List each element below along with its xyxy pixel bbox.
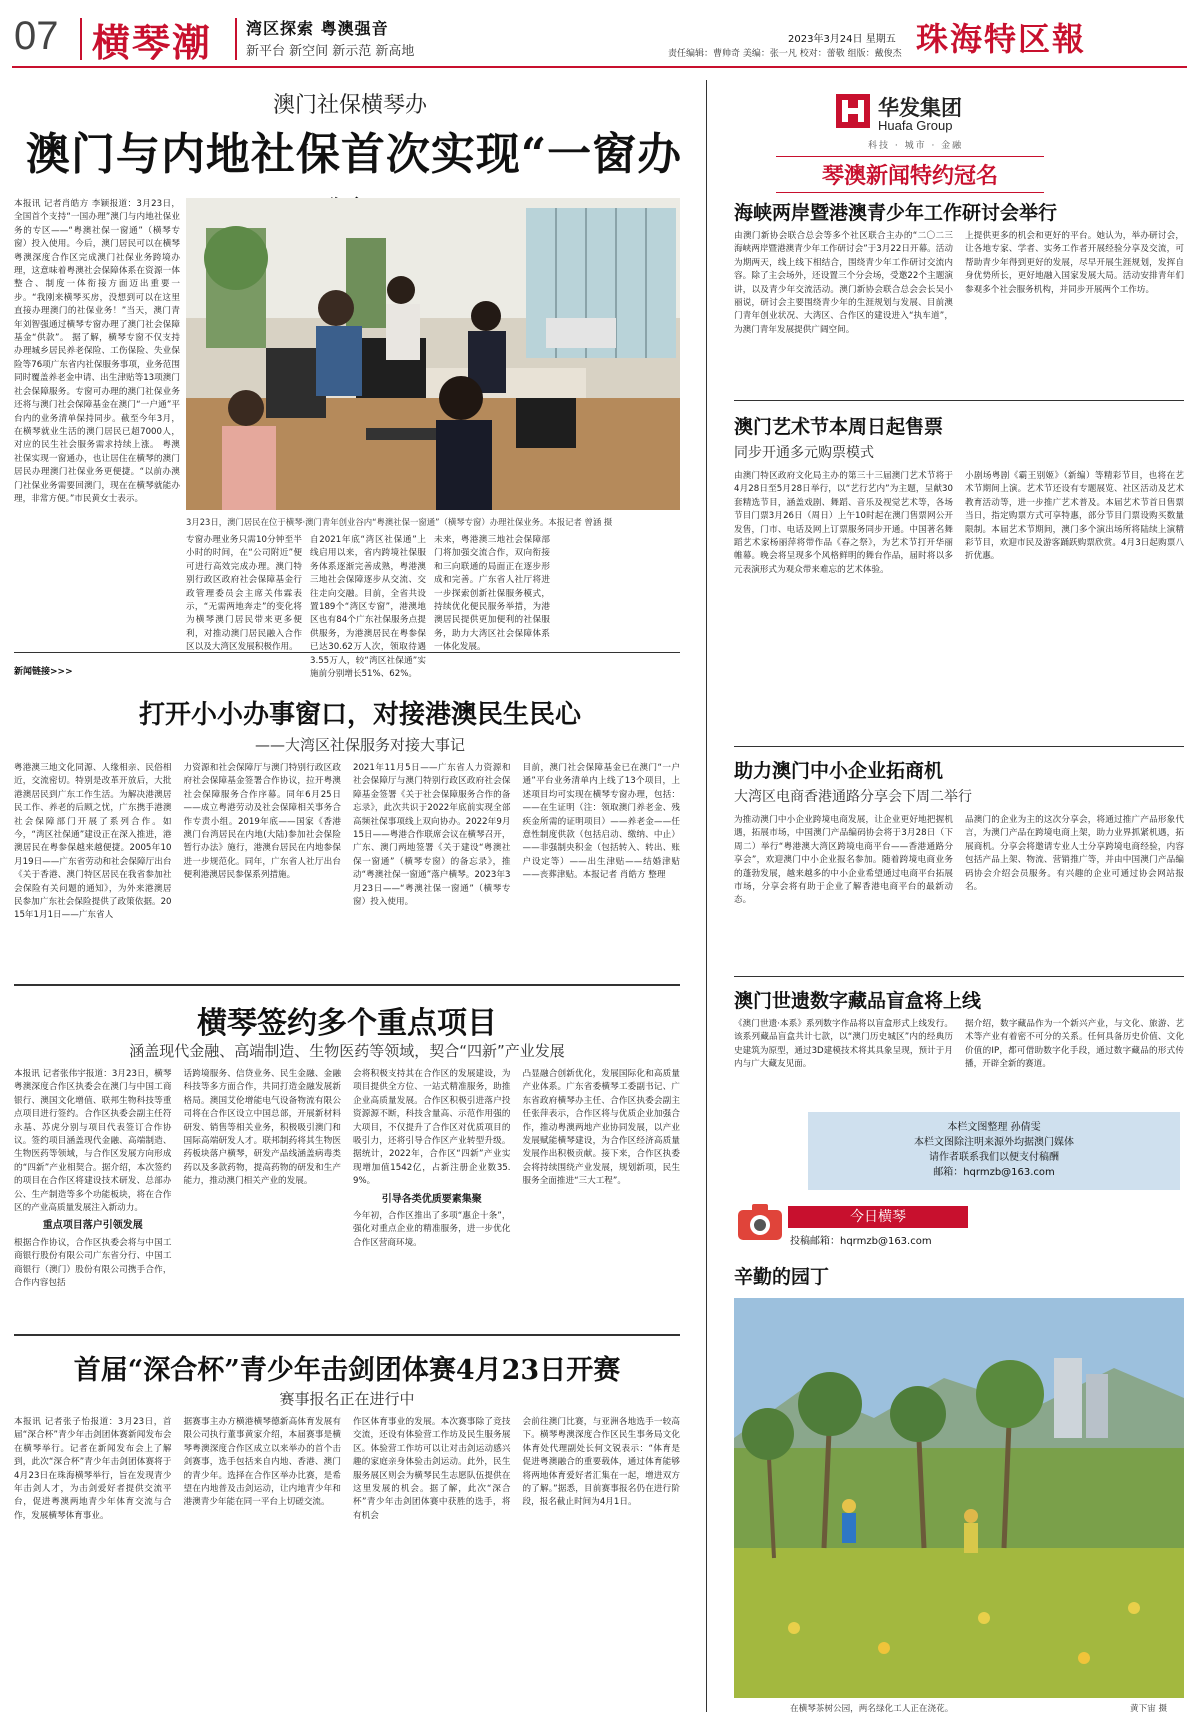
strait-column-1: 由澳门新协会联合总会等多个社区联合主办的“二〇二三海峡两岸暨港澳青少年工作研讨会”于3月22日开幕。活动为期两天，线上线下相结合，围绕青少年工作研讨交流内容。除了主会场外，还设置三个分会场，受邀22个主题演讲，以及青少年交流活动。澳门新协会联合总会会长吴小丽说，研讨会主要围绕青少年的生涯规划与发展、目前澳门青年创业状况、大湾区、合作区的建设进入“执车道”，为澳门青年发展提供广阔空间。 <box>734 231 953 335</box>
notice-line-2: 本栏文图除注明来源外均据澳门媒体 <box>914 1137 1074 1148</box>
nft-column-1: 《澳门世遗·本系》系列数字作品将以盲盒形式上线发行。该系列藏品盲盒共计七款，以“澳门历史城区”内的经典历史建筑为原型，通过3D建模技术将其具象呈现，预计于月内与广大藏友见面。 <box>734 1019 953 1070</box>
art-columns <box>734 470 1184 740</box>
strait-columns <box>734 230 1184 390</box>
nft-column-2: 据介绍，数字藏品作为一个新兴产业，与文化、旅游、艺术等产业有着密不可分的关系。任何具备历史价值、文化价值的IP，都可借助数字化手段，通过数字藏品的形式传播，开辟全新的赛道。 <box>965 1019 1184 1070</box>
timeline-column-2: 力资源和社会保障厅与澳门特别行政区政府社会保障基金签署合作协议，拉开粤澳社会保障服务合作序幕。同年6月25日——成立粤港劳动及社会保障相关事务合作专责小组。2019年底——国家《香港澳门台湾居民在内地(大陆)参加社会保险暂行办法》施行，港澳台居民在内地参保进一步规范化。同年，广东省人社厅出台便利港澳居民参保系列措施。 <box>183 763 341 881</box>
fencing-headline: 首届“深合杯”青少年击剑团体赛4月23日开赛 <box>73 1355 621 1386</box>
huafa-logo-icon <box>836 94 870 128</box>
sme-column-2: 品澳门的企业为主的这次分享会，将通过推广产品形象代言，为澳门产品在跨境电商上架，助力业界抓紧机遇，拓展商机。分享会将邀请专业人士分享跨境电商经验，内容包括产品上架、物流、营销推广等，并由中国澳门产品编码协会介绍会员服务。有兴趣的企业可通过协会网站报名。 <box>965 815 1184 893</box>
fencing-column-3: 作区体育事业的发展。本次赛事除了竞技交流，还设有体验营工作坊及民生服务展区。体验营工作坊可以让对击剑运动感兴趣的家庭亲身体验击剑运动。此外，民生服务展区则会为横琴民生志愿队伍提供在这里发展的机会。据了解，此次“深合杯”青少年击剑团体赛中获胜的选手，将有机会 <box>353 1417 511 1521</box>
rule-strait <box>734 400 1184 401</box>
projects-subhead-2: 引导各类优质要素集聚 <box>381 1193 482 1205</box>
column-separator <box>706 80 707 1712</box>
art-headline: 澳门艺术节本周日起售票 <box>734 416 944 438</box>
rule-sme <box>734 976 1184 977</box>
masthead-divider <box>80 18 82 60</box>
lead-column-2: 专窗办理业务只需10分钟至半小时的时间，在“公司附近”便可进行高效完成办理。澳门特别行政区政府社会保障基金行政管理委员会主席关伟霖表示，“无需两地奔走”的变化将为横琴澳门居民带来更多便利，对推动澳门居民融入合作区以及大湾区发展积极作用。 <box>186 535 302 653</box>
lead-column-4: 未来，粤港澳三地社会保障部门将加强交流合作，双向衔接和三向联通的局面正在逐步形成和完善。广东省人社厅将进一步探索创新社保服务模式，持续优化便民服务举措，为港澳居民提供更加便利的社保服务，助力大湾区社会保障体系一体化发展。 <box>434 535 550 653</box>
lead-column-3: 自2021年底“湾区社保通”上线启用以来，省内跨境社保服务体系逐渐完善成熟，粤港澳三地社会保障逐步从交流、交往走向交融。目前，全省共设置189个“湾区专窗”，港澳地区也有84个广东社保服务点提供服务，为港澳居民在粤参保已达30.62万人次，领取待遇3.55万人，较“湾区社保通”实施前分别增长51%、62%。 <box>310 535 426 680</box>
lead-photo-caption: 3月23日，澳门居民在位于横琴·澳门青年创业谷内“粤澳社保一窗通”（横琴专窗）办理社保业务。本报记者 曾涵 摄 <box>186 517 613 527</box>
news-link-label: 新闻链接>>> <box>14 667 73 677</box>
timeline-column-4: 目前，澳门社会保障基金已在澳门“一户通”平台业务清单内上线了13个项目，上述项目均可实现在横琴专窗办理，包括：——在生证明（注：领取澳门养老金、残疾金所需的证明项目）——养老金——任意性制度供款（包括启动、缴纳、中止）——非强制央积金（包括转入、转出、账户设定等）——出生津贴——结婚津贴——丧葬津贴。本报记者 肖皓方 整理 <box>522 763 680 881</box>
contributor-notice <box>808 1112 1180 1190</box>
masthead-rule <box>12 66 1187 68</box>
sponsor-banner: 琴澳新闻特约冠名 <box>776 156 1044 193</box>
fencing-column-1: 本报讯 记者张子怡报道：3月23日，首届“深合杯”青少年击剑团体赛新闻发布会在横琴举行。记者在新闻发布会上了解到，此次“深合杯”青少年击剑团体赛将于4月23日在珠海横琴举行，旨在发现青少年击剑人才，为击剑爱好者提供交流平台，促进粤澳两地青少年体育交流与合作，发展横琴体育事业。 <box>14 1417 172 1521</box>
art-subtitle: 同步开通多元购票模式 <box>734 445 874 461</box>
notice-email: 邮箱：hqrmzb@163.com <box>933 1167 1055 1178</box>
today-photo-caption: 在横琴茶树公园，两名绿化工人正在浇花。 <box>790 1704 954 1714</box>
timeline-headline: 打开小小办事窗口，对接港澳民生民心 <box>138 700 581 730</box>
sponsor-motto: 科技 · 城市 · 金融 <box>868 141 964 151</box>
masthead-slogan: 湾区探索 粤澳强音 <box>246 19 389 38</box>
editor-credits: 责任编辑：曹帅奇 美编：张一凡 校对：蕾敬 组版：戴俊杰 <box>668 49 902 59</box>
paper-logo: 珠海特区報 <box>916 20 1087 58</box>
lead-kicker: 澳门社保横琴办 <box>272 93 427 118</box>
strait-headline: 海峡两岸暨港澳青少年工作研讨会举行 <box>734 202 1058 224</box>
timeline-column-1: 粤港澳三地文化同源、人缘相亲、民俗相近，交流密切。特别是改革开放后，大批港澳居民到广东工作生活。为解决港澳居民工作、养老的后顾之忧，广东携手港澳社会保障部门开展了系列合作。如今，“湾区社保通”建设正在深入推进，港澳居民在粤参保越来越便捷。2005年10月19日——广东省劳动和社会保障厅出台《关于香港、澳门特区居民在我省参加社会保险有关问题的通知》，为外来港澳居民参加广东社会保险提供了政策依据。2015年1月1日——广东省人 <box>14 763 172 921</box>
projects-columns <box>14 1068 680 1324</box>
notice-line-3: 请作者联系我们以便支付稿酬 <box>929 1152 1059 1163</box>
today-label: 今日横琴 <box>788 1206 968 1228</box>
rule-timeline <box>14 984 680 986</box>
section-logo: 横琴潮 <box>92 20 213 65</box>
sponsor-brand-cn: 华发集团 <box>878 96 962 120</box>
lead-column-1: 本报讯 记者肖皓方 李颖报道：3月23日，全国首个支持“一国办理”澳门与内地社保业务的专区——“粤澳社保一窗通”（横琴专窗）投入使用。今后，澳门居民可以在横琴粤澳深度合作区完成澳门社保业务跨境办理，这意味着粤澳社会保障体系在资源一体整合、制度一体衔接方面迈出重要一步。“我刚来横琴买房，没想到可以在这里直接办理澳门的社保业务！”当天，澳门青年刘智强通过横琴专窗办理了澳门社会保障基金“供款”。 据了解，横琴专窗不仅支持办理城乡居民养老保险、工伤保险、失业保险等76项广东省内社保服务事项，业务范围同时覆盖养老金申请、出生津贴等13项澳门社会保障服务。专窗可办理的澳门社保业务还将与澳门社会保障基金在澳门“一户通”平台内的业务清单保持同步。截至今年3月，在横琴就业生活的澳门居民已超7000人，对应的民生社会服务需求持续上涨。 粤澳社保实现一窗通办，也让居住在横琴的澳门居民办理澳门社保业务更便捷。“以前办澳门社保业务需要回澳门，现在在横琴就能办理，非常方便。”市民黄女士表示。 <box>14 199 180 504</box>
camera-icon <box>736 1202 784 1242</box>
today-email: 投稿邮箱：hqrmzb@163.com <box>790 1236 932 1247</box>
nft-headline: 澳门世遗数字藏品盲盒将上线 <box>734 990 982 1012</box>
art-column-2: 小剧场粤剧《霸王别姬》（新编）等精彩节目，也将在艺术节期间上演。艺术节还设有专题展览、社区活动及艺术教育活动等，进一步推广艺术普及。本届艺术节首日售票当日，指定购票方式可享特惠，部分节目门票设购买数量限制。本届艺术节期间，澳门多个演出场所将陆续上演精彩节目，欢迎市民及游客踊跃购票欣赏。4月3日起购票八折优惠。 <box>965 471 1184 562</box>
notice-line-1: 本栏文图整理 孙倩雯 <box>947 1122 1041 1133</box>
office-scene-illustration <box>186 198 680 510</box>
rule-art <box>734 746 1184 747</box>
park-scene-illustration <box>734 1298 1184 1698</box>
sme-subtitle: 大湾区电商香港通路分享会下周二举行 <box>734 789 972 805</box>
projects-column-1: 本报讯 记者张伟宇报道：3月23日，横琴粤澳深度合作区执委会在澳门与中国工商银行、澳国文化增值、联邦生物科技等重点项目进行签约。合作区执委会副主任符永基、苏虎分别与项目代表签订合作协议。签约项目涵盖现代金融、高端制造、生物医药等领域，与合作区发展方向形成的“四新”产业相契合。据介绍，本次签约的项目在合作区将建设技术研发、总部办公、生产制造等多个功能板块，将在合作区的产业高质量发展注入新动力。 重点项目落户引领发展 根据合作协议，合作区执委会将与中国工商银行股份有限公司广东省分行、中国工商银行（澳门）股份有限公司携手合作，合作内容包括 <box>14 1069 172 1289</box>
rule-projects <box>14 1334 680 1336</box>
projects-column-2: 话跨境服务、信贷业务、民生金融、金融科技等多方面合作，共同打造金融发展新格局。澳国艾伦增能电气设备物流有限公司将在合作区设立中国总部，开展新材料研发、销售等相关业务，积极吸引澳门和国际高端研发人才。联邦制药将其生物医药板块落户横琴，研发产品线涵盖病毒类药以及多款药物，提高药物的研发和生产能力，推动澳门相关产业的发展。 <box>183 1069 341 1187</box>
sme-headline: 助力澳门中小企业拓商机 <box>734 760 944 782</box>
masthead-divider-2 <box>235 18 237 60</box>
projects-column-4: 凸显融合创新优化，发展国际化和高质量产业体系。广东省委横琴工委副书记、广东省政府横琴办主任、合作区执委会副主任张萍表示，合作区将与优质企业加强合作，推动粤澳两地产业协同发展，以产业发展赋能横琴建设，为合作区经济高质量发展作出积极贡献。接下来，合作区执委会将持续围绕产业发展，规划新项，民生服务全面推进“三大工程”。 <box>522 1069 680 1187</box>
page-number: 07 <box>14 14 59 58</box>
fencing-subtitle: 赛事报名正在进行中 <box>279 1390 415 1408</box>
fencing-column-4: 会前往澳门比赛，与亚洲各地选手一较高下。横琴粤澳深度合作区民生事务局文化体育处代理副处长何文锐表示：“体育是促进粤澳融合的重要载体，通过体育能够将两地体育爱好者汇集在一起，增进双方的了解。”据悉，目前赛事报名仍在进行阶段，报名截止时间为4月1日。 <box>522 1417 680 1508</box>
sme-column-1: 为推动澳门中小企业跨境电商发展，让企业更好地把握机遇，拓展市场，中国澳门产品编码协会将于3月28日（下周二）举行“粤港澳大湾区跨境电商平台——香港通路分享会”，欢迎澳门中小企业报名参加。随着跨境电商业务的蓬勃发展，越来越多的中小企业希望通过电商平台拓展市场，分享会将有助于企业了解香港电商平台的最新动态。 <box>734 815 953 906</box>
lead-headline: 澳门与内地社保首次实现“一窗办 <box>25 129 683 180</box>
timeline-columns <box>14 762 680 972</box>
today-photo <box>734 1298 1184 1698</box>
projects-headline: 横琴签约多个重点项目 <box>197 1006 497 1041</box>
sponsor-brand-en: Huafa Group <box>878 118 953 133</box>
sponsor-logo-mark <box>836 94 870 128</box>
rule-lead <box>14 652 680 653</box>
projects-subhead-1: 重点项目落户引领发展 <box>42 1220 143 1232</box>
timeline-subtitle: ——大湾区社保服务对接大事记 <box>254 736 465 754</box>
sme-columns <box>734 814 1184 966</box>
today-photo-credit: 黄下宙 摄 <box>1130 1704 1168 1714</box>
fencing-columns <box>14 1416 680 1712</box>
lead-column-5 <box>558 534 680 646</box>
strait-column-2: 上提供更多的机会和更好的平台。她认为，举办研讨会，让各地专家、学者、实务工作者开展经验分享及交流，可帮助青少年得到更好的发展，尽早开展生涯规划，发挥自身优势所长，更好地融入国家发展大局。活动安排青年们参观多个社会服务机构，并同步开展两个工作坊。 <box>965 231 1184 295</box>
today-headline: 辛勤的园丁 <box>734 1266 830 1288</box>
issue-date: 2023年3月24日 星期五 <box>788 34 896 45</box>
lead-photo <box>186 198 680 510</box>
projects-subtitle: 涵盖现代金融、高端制造、生物医药等领域，契合“四新”产业发展 <box>129 1042 565 1060</box>
nft-columns <box>734 1018 1184 1108</box>
fencing-column-2: 据赛事主办方横港横琴德新高体育发展有限公司执行董事黄家介绍，本届赛事是横琴粤澳深度合作区成立以来举办的首个击剑赛事，选手包括来自内地、香港、澳门的青少年。选择在合作区举办比赛，是希望在内地普及击剑运动，让内地青少年和港澳青少年能在同一平台上切磋交流。 <box>183 1417 341 1508</box>
masthead-tagline: 新平台 新空间 新示范 新高地 <box>246 44 415 59</box>
projects-column-3: 会将积极支持其在合作区的发展建设，为项目提供全方位、一站式精准服务，助推企业高质量发展。合作区积极引进落户投资源源不断，科技含量高、示范作用强的大项目，不仅提升了合作区对优质项目的吸引力，还将引导合作区产业转型升级。据统计，2022年，合作区“四新”产业实现增加值1542亿，占新注册企业数35.9%。 引导各类优质要素集聚 今年初，合作区推出了多项“惠企十条”，强化对重点企业的精准服务，进一步优化合作区营商环境。 <box>353 1069 511 1248</box>
art-column-1: 由澳门特区政府文化局主办的第三十三届澳门艺术节将于4月28日至5月28日举行，以“艺行艺内”为主题，呈献30套精选节目，涵盖戏剧、舞蹈、音乐及视觉艺术等，各场节目门票3月26日（周日）上午10时起在澳门售票网公开发售，门市、电话及网上订票服务同步开通。中国著名舞蹈艺术家杨丽萍将带作品《春之祭》，为艺术节打开华丽帷幕。晚会将呈现多个风格鲜明的舞台作品，届时将以多元表演形式为观众带来难忘的艺术体验。 <box>734 471 953 575</box>
timeline-column-3: 2021年11月5日——广东省人力资源和社会保障厅与澳门特别行政区政府社会保障基金签署《关于社会保障服务合作的备忘录》，此次共识于2022年底前实现全部高频社保事项线上双向协办。2022年9月15日——粤港合作联席会议在横琴召开，广东、澳门两地签署《关于建设“粤澳社保一窗通”（横琴专窗）的备忘录》，推动“粤澳社保一窗通”落户横琴。2023年3月23日——“粤澳社保一窗通”（横琴专窗）投入使用。 <box>353 763 511 908</box>
